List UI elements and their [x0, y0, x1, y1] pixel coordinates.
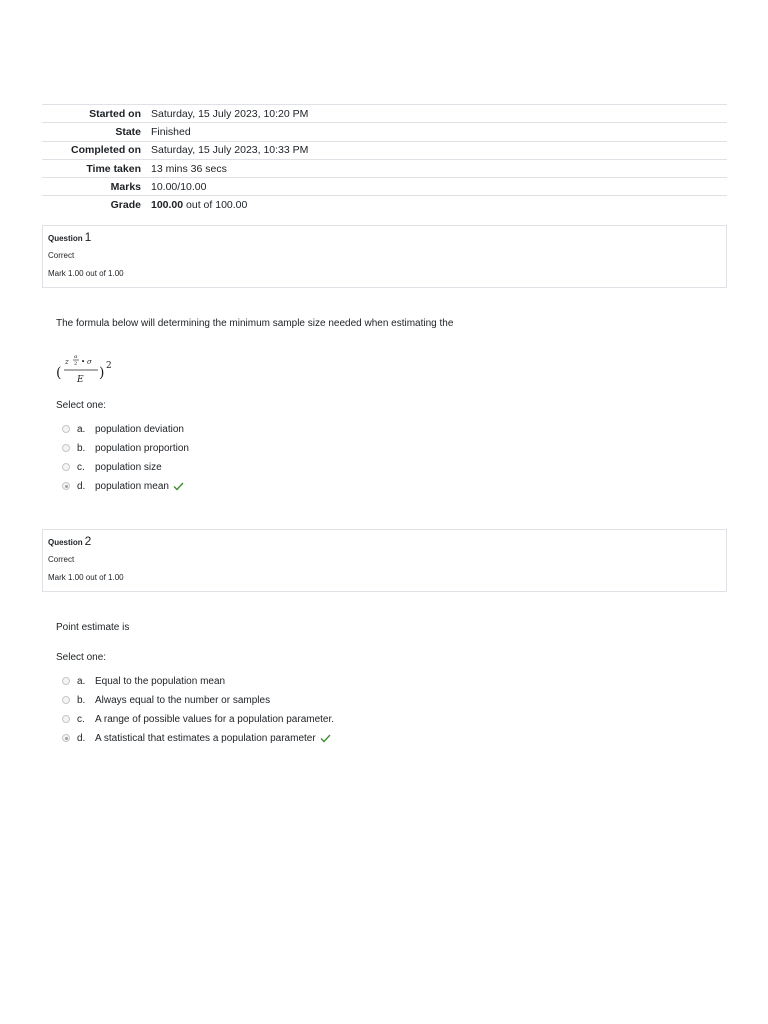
answer-letter: b. — [77, 442, 86, 454]
question-info-box — [42, 529, 727, 592]
summary-label: Completed on — [42, 141, 151, 159]
radio-button[interactable] — [62, 696, 70, 704]
question-number — [48, 230, 91, 244]
select-one-prompt: Select one: — [56, 652, 107, 663]
summary-value: 10.00/10.00 — [151, 178, 727, 196]
question-text: Point estimate is — [56, 622, 130, 633]
answer-letter: a. — [77, 675, 86, 687]
summary-row-grade — [42, 196, 727, 214]
summary-value: 13 mins 36 secs — [151, 159, 727, 177]
answer-letter: c. — [77, 461, 85, 473]
question-label: Question — [48, 538, 83, 547]
answer-text: A statistical that estimates a population parameter — [95, 732, 316, 744]
formula-dot: • — [81, 358, 86, 366]
svg-text:): ) — [99, 365, 105, 381]
answer-letter: b. — [77, 694, 86, 706]
formula-sigma: σ — [87, 358, 92, 366]
summary-row-started — [42, 105, 727, 123]
checkmark-icon — [173, 482, 184, 491]
question-grade: Mark 1.00 out of 1.00 — [48, 269, 124, 278]
formula-two: 2 — [74, 361, 78, 367]
formula-z: z — [65, 358, 69, 366]
radio-button[interactable] — [62, 444, 70, 452]
answer-option-d[interactable] — [60, 478, 184, 494]
question-number-value: 1 — [84, 230, 92, 244]
answer-option-b[interactable] — [60, 692, 270, 708]
summary-row-time-taken — [42, 159, 727, 177]
grade-score: 100.00 — [151, 199, 184, 212]
summary-row-marks — [42, 178, 727, 196]
radio-button-selected[interactable] — [62, 482, 70, 490]
answer-text: population deviation — [95, 423, 184, 435]
radio-button[interactable] — [62, 463, 70, 471]
question-label: Question — [48, 234, 83, 243]
question-info-box — [42, 225, 727, 288]
radio-button[interactable] — [62, 677, 70, 685]
answer-text: population mean — [95, 480, 169, 492]
answer-letter: a. — [77, 423, 86, 435]
answer-letter: c. — [77, 713, 85, 725]
question-text: The formula below will determining the minimum sample size needed when estimating the — [56, 318, 454, 329]
attempt-summary-table — [42, 104, 727, 214]
answer-option-b[interactable] — [60, 440, 189, 456]
sample-size-formula — [56, 350, 126, 390]
formula-power: 2 — [106, 361, 112, 371]
summary-value: Finished — [151, 123, 727, 141]
radio-button[interactable] — [62, 425, 70, 433]
answer-text: population proportion — [95, 442, 189, 454]
summary-value: Saturday, 15 July 2023, 10:20 PM — [151, 105, 727, 123]
question-number-value: 2 — [84, 534, 92, 548]
question-number — [48, 534, 91, 548]
summary-label: Grade — [42, 196, 151, 214]
summary-label: Marks — [42, 178, 151, 196]
answer-option-a[interactable] — [60, 421, 184, 437]
select-one-prompt: Select one: — [56, 400, 107, 411]
summary-value — [151, 196, 727, 214]
radio-button-selected[interactable] — [62, 734, 70, 742]
question-state: Correct — [48, 555, 75, 564]
answer-option-c[interactable] — [60, 711, 334, 727]
answer-text: Always equal to the number or samples — [95, 694, 271, 706]
answer-letter: d. — [77, 732, 86, 744]
answer-text: Equal to the population mean — [95, 675, 226, 687]
summary-row-completed — [42, 141, 727, 159]
answer-text: population size — [95, 461, 162, 473]
question-grade: Mark 1.00 out of 1.00 — [48, 573, 124, 582]
answer-letter: d. — [77, 480, 86, 492]
grade-out-of: out of 100.00 — [186, 199, 248, 212]
question-state: Correct — [48, 251, 75, 260]
summary-value: Saturday, 15 July 2023, 10:33 PM — [151, 141, 727, 159]
formula-E: E — [77, 375, 84, 385]
formula-alpha: α — [74, 354, 78, 360]
answer-option-d[interactable] — [60, 730, 331, 746]
svg-text:(: ( — [56, 365, 62, 381]
answer-option-a[interactable] — [60, 673, 225, 689]
summary-label: Started on — [42, 105, 151, 123]
answer-option-c[interactable] — [60, 459, 162, 475]
summary-label: State — [42, 123, 151, 141]
summary-label: Time taken — [42, 159, 151, 177]
radio-button[interactable] — [62, 715, 70, 723]
answer-text: A range of possible values for a population parameter. — [95, 713, 335, 725]
checkmark-icon — [320, 734, 331, 743]
summary-row-state — [42, 123, 727, 141]
